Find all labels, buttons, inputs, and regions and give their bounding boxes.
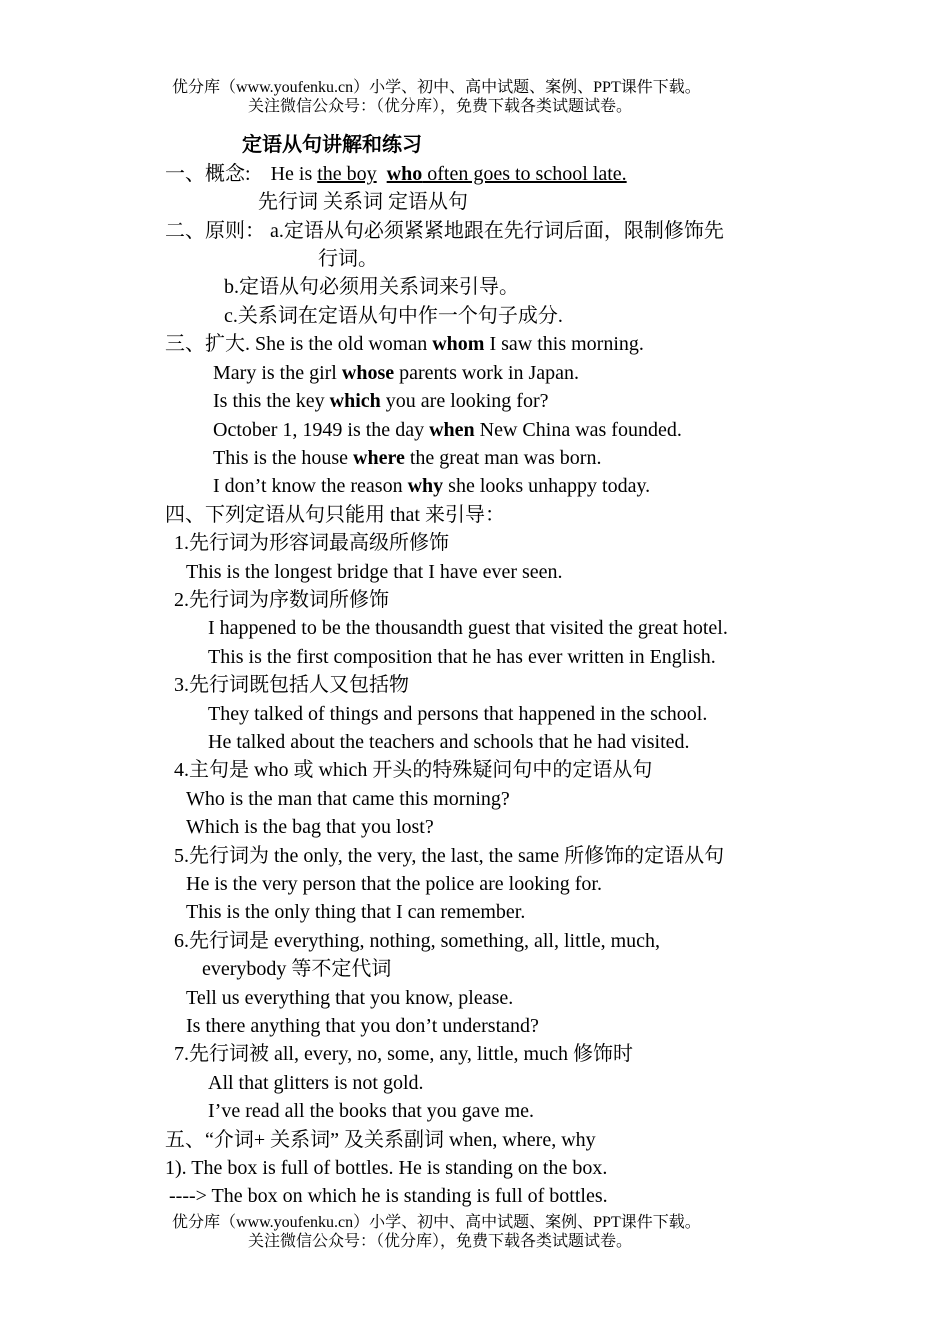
rule-1-example-1: This is the longest bridge that I have ever seen.: [186, 561, 563, 583]
relative-word: whose: [341, 362, 395, 384]
relative-word: whom: [432, 333, 485, 355]
example-when: [213, 416, 682, 444]
example-which: [213, 387, 549, 415]
example-where: [213, 444, 601, 472]
example-text: I saw this morning.: [484, 333, 644, 355]
rule-7-title: 7.先行词被 all, every, no, some, any, little, much 修饰时: [174, 1043, 633, 1065]
rule-5-example-2: This is the only thing that I can remember.: [186, 901, 526, 923]
footer-line-2: 关注微信公众号：（优分库），免费下载各类试题试卷。: [248, 1233, 633, 1250]
concept-clause: often goes to school late.: [422, 163, 627, 185]
rule-4-example-2: Which is the bag that you lost?: [186, 816, 434, 838]
section-5-line-2: ----> The box on which he is standing is full of bottles.: [169, 1185, 608, 1207]
rule-3-example-2: He talked about the teachers and schools that he had visited.: [208, 731, 690, 753]
example-text: She is the old woman: [250, 333, 433, 355]
section-5-line-1: 1). The box is full of bottles. He is standing on the box.: [165, 1157, 608, 1179]
principles-line: [165, 217, 724, 245]
rule-2-title: 2.先行词为序数词所修饰: [174, 589, 389, 611]
relative-word: why: [407, 475, 444, 497]
example-text: This is the house: [213, 447, 353, 469]
example-text: October 1, 1949 is the day: [213, 419, 430, 441]
rule-6-example-1: Tell us everything that you know, please.: [186, 987, 514, 1009]
rule-7-example-2: I’ve read all the books that you gave me.: [208, 1100, 534, 1122]
relative-word: where: [353, 447, 405, 469]
principle-c: c.关系词在定语从句中作一个句子成分.: [224, 305, 563, 327]
example-text: you are looking for?: [380, 390, 549, 412]
rule-1-title: 1.先行词为形容词最高级所修饰: [174, 532, 449, 554]
section-5-heading: 五、“介词+ 关系词” 及关系副词 when, where, why: [165, 1129, 596, 1151]
rule-3-example-1: They talked of things and persons that happened in the school.: [208, 703, 708, 725]
concept-pre: He is: [270, 163, 318, 185]
rule-4-example-1: Who is the man that came this morning?: [186, 788, 510, 810]
example-why: [213, 472, 650, 500]
example-text: Is this the key: [213, 390, 330, 412]
principle-b: b.定语从句必须用关系词来引导。: [224, 276, 519, 298]
principle-a-1: a.定语从句必须紧紧地跟在先行词后面，限制修饰先: [270, 220, 724, 242]
principle-a-2: 行词。: [318, 248, 378, 270]
principles-label: 二、原则：: [165, 220, 265, 242]
rule-5-title: 5.先行词为 the only, the very, the last, the same 所修饰的定语从句: [174, 845, 725, 867]
example-text: she looks unhappy today.: [443, 475, 651, 497]
relative-word: when: [429, 419, 475, 441]
rule-5-example-1: He is the very person that the police are looking for.: [186, 873, 602, 895]
footer-line-1: 优分库（www.youfenku.cn）小学、初中、高中试题、案例、PPT课件下载。: [172, 1214, 701, 1231]
concept-gloss: 先行词 关系词 定语从句: [258, 191, 468, 213]
example-text: Mary is the girl: [213, 362, 342, 384]
header-line-1: 优分库（www.youfenku.cn）小学、初中、高中试题、案例、PPT课件下载。: [172, 79, 701, 96]
expand-label: 三、扩大.: [165, 333, 250, 355]
section-4-heading: 四、下列定语从句只能用 that 来引导：: [165, 504, 505, 526]
rule-3-title: 3.先行词既包括人又包括物: [174, 674, 409, 696]
example-text: New China was founded.: [474, 419, 682, 441]
rule-4-title: 4.主句是 who 或 which 开头的特殊疑问句中的定语从句: [174, 759, 653, 781]
rule-7-example-1: All that glitters is not gold.: [208, 1072, 424, 1094]
example-whose: [213, 359, 579, 387]
concept-line: [165, 160, 627, 188]
concept-antecedent: the boy: [317, 163, 377, 185]
example-text: I don’t know the reason: [213, 475, 408, 497]
rule-6-title-2: everybody 等不定代词: [202, 958, 392, 980]
header-line-2: 关注微信公众号：（优分库），免费下载各类试题试卷。: [248, 98, 633, 115]
expand-line: [165, 330, 644, 358]
document-title: 定语从句讲解和练习: [242, 134, 422, 156]
rule-2-example-1: I happened to be the thousandth guest that visited the great hotel.: [208, 617, 728, 639]
example-text: parents work in Japan.: [394, 362, 580, 384]
rule-6-title-1: 6.先行词是 everything, nothing, something, all, little, much,: [174, 930, 661, 952]
concept-relword: who: [386, 163, 423, 185]
rule-6-example-2: Is there anything that you don’t understand?: [186, 1015, 539, 1037]
rule-2-example-2: This is the first composition that he has ever written in English.: [208, 646, 716, 668]
concept-label: 一、概念:: [165, 163, 251, 185]
example-text: the great man was born.: [404, 447, 602, 469]
relative-word: which: [329, 390, 381, 412]
